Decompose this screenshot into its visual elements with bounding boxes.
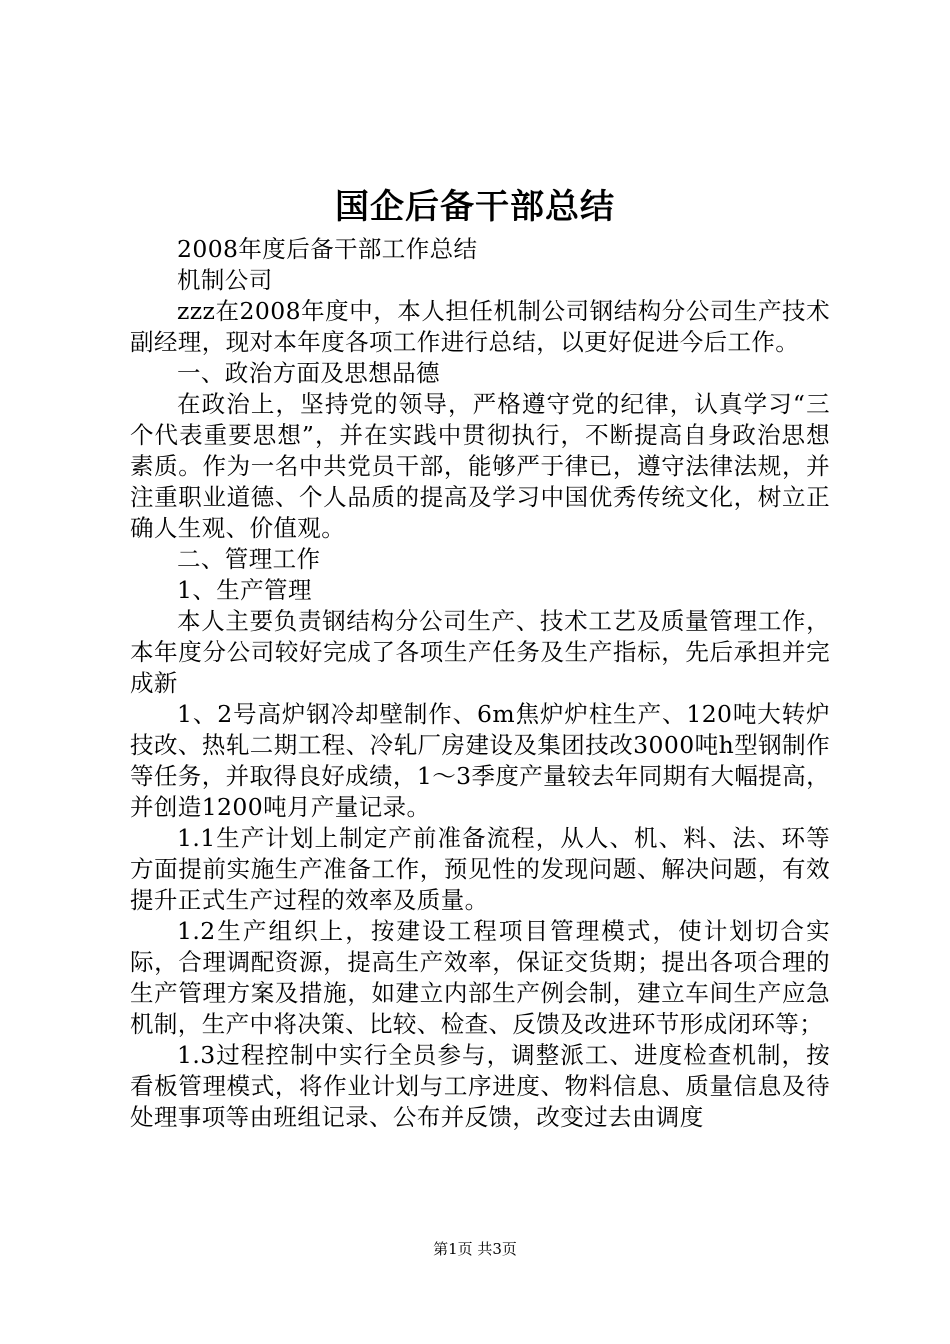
- subsection-heading-production: 1、生产管理: [177, 576, 312, 604]
- paragraph-company: 机制公司: [177, 266, 273, 294]
- paragraph-politics: 在政治上，坚持党的领导，严格遵守党的纪律，认真学习“三个代表重要思想”，并在实践中贯彻执行，不断提高自身政治思想素质。作为一名中共党员干部，能够严于律已，遵守法律法规，并注重职业道德、个人品质的提高及学习中国优秀传统文化，树立正确人生观、价值观。: [130, 390, 830, 542]
- page-footer: 第1页 共3页: [433, 1240, 517, 1258]
- paragraph-1-1: 1.1生产计划上制定产前准备流程，从人、机、料、法、环等方面提前实施生产准备工作，预见性的发现问题、解决问题，有效提升正式生产过程的效率及质量。: [130, 824, 830, 914]
- section-heading-politics: 一、政治方面及思想品德: [177, 359, 440, 387]
- document-title: 国企后备干部总结: [335, 187, 615, 227]
- paragraph-intro: zzz在2008年度中，本人担任机制公司钢结构分公司生产技术副经理，现对本年度各项工作进行总结，以更好促进今后工作。: [130, 297, 830, 356]
- paragraph-1-3: 1.3过程控制中实行全员参与，调整派工、进度检查机制，按看板管理模式，将作业计划与工序进度、物料信息、质量信息及待处理事项等由班组记录、公布并反馈，改变过去由调度: [130, 1041, 830, 1131]
- paragraph-1-2: 1.2生产组织上，按建设工程项目管理模式，使计划切合实际，合理调配资源，提高生产效率，保证交货期；提出各项合理的生产管理方案及措施，如建立内部生产例会制，建立车间生产应急机制，生产中将决策、比较、检查、反馈及改进环节形成闭环等；: [130, 917, 830, 1038]
- document-body: [130, 234, 830, 1133]
- paragraph-production: 本人主要负责钢结构分公司生产、技术工艺及质量管理工作，本年度分公司较好完成了各项生产任务及生产指标，先后承担并完成新: [130, 607, 830, 697]
- paragraph-tasks: 1、2号高炉钢冷却壁制作、6m焦炉炉柱生产、120吨大转炉技改、热轧二期工程、冷轧厂房建设及集团技改3000吨h型钢制作等任务，并取得良好成绩，1～3季度产量较去年同期有大幅提高，并创造1200吨月产量记录。: [130, 700, 830, 821]
- section-heading-management: 二、管理工作: [177, 545, 321, 573]
- paragraph-subtitle: 2008年度后备干部工作总结: [177, 235, 478, 263]
